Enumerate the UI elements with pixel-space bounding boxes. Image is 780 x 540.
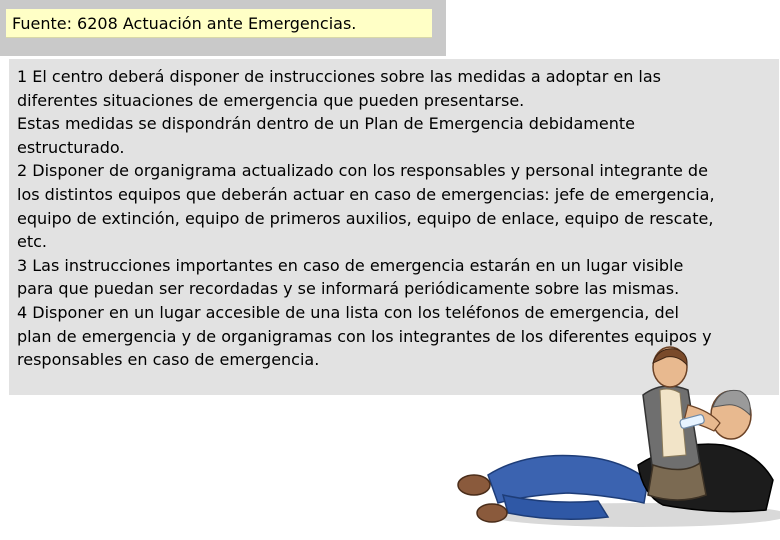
emergency-instructions bbox=[17, 65, 717, 372]
lying-person-legs bbox=[488, 455, 648, 503]
lying-person-leg-lower bbox=[503, 495, 608, 519]
paragraph-1: 1 El centro deberá disponer de instrucciones sobre las medidas a adoptar en las diferentes situaciones de emergencia que pueden presentarse. bbox=[17, 67, 662, 110]
shoe-right bbox=[477, 504, 507, 522]
paragraph-4: 3 Las instrucciones importantes en caso de emergencia estarán en un lugar visible para que puedan ser recordadas y se informará periódicamente sobre las mismas. bbox=[17, 255, 684, 299]
shoe-left bbox=[458, 475, 490, 495]
paragraph-5: 4 Disponer en un lugar accesible de una lista con los teléfonos de emergencia, del plan de emergencia y de organigramas con los integrantes de los diferentes equipos y responsables en caso de emergencia. bbox=[17, 302, 712, 370]
paragraph-2: Estas medidas se dispondrán dentro de un Plan de Emergencia debidamente estructurado. bbox=[17, 114, 635, 157]
source-label: Fuente: 6208 Actuación ante Emergencias. bbox=[6, 9, 432, 38]
first-aid-illustration bbox=[448, 345, 780, 540]
paragraph-3: 2 Disponer de organigrama actualizado con los responsables y personal integrante de los distintos equipos que deberán actuar en caso de emergencias: jefe de emergencia, equipo de extinción, equipo de primeros auxilios, equipo de enlace, equipo de rescate, etc. bbox=[17, 161, 715, 252]
